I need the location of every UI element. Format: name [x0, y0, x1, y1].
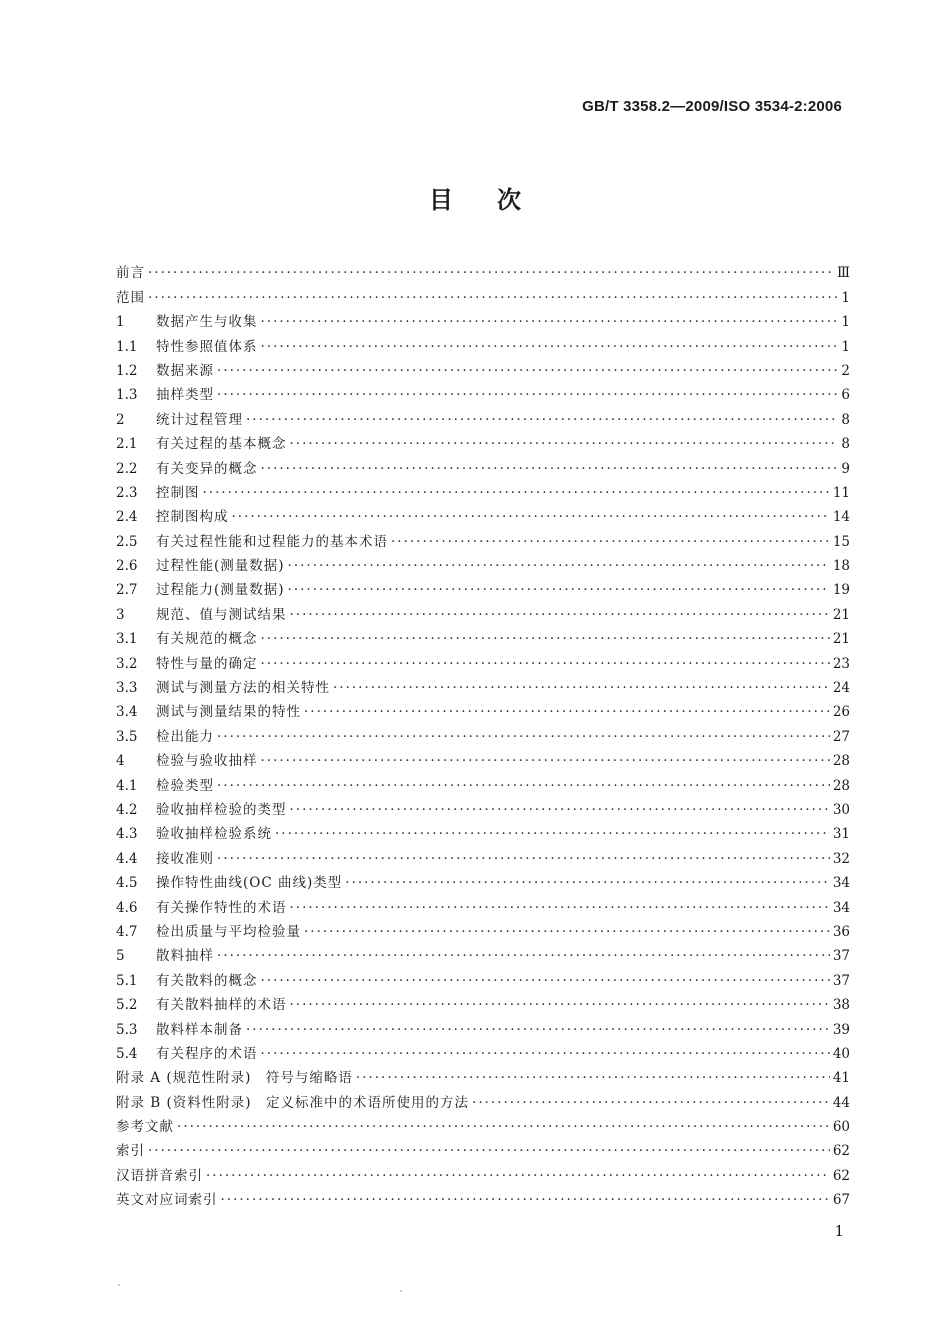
toc-entry[interactable] [116, 599, 850, 623]
toc-entry[interactable] [116, 892, 850, 916]
toc-entry[interactable] [116, 917, 850, 941]
scan-speck [118, 1284, 120, 1286]
toc-entry-number: 4.6 [116, 899, 138, 916]
toc-entry-page: 31 [832, 826, 850, 843]
toc-entry-page: 60 [832, 1119, 850, 1136]
dot-leader [148, 264, 834, 282]
toc-entry[interactable] [116, 843, 850, 867]
dot-leader [333, 679, 830, 697]
toc-entry-number: 2.6 [116, 558, 138, 575]
toc-entry-page: 8 [841, 436, 850, 453]
toc-entry-page: 44 [832, 1094, 850, 1111]
toc-entry[interactable] [116, 1112, 850, 1136]
dot-leader [261, 338, 838, 356]
toc-entry[interactable] [116, 356, 850, 380]
toc-entry-page: 62 [832, 1143, 850, 1160]
dot-leader [356, 1069, 830, 1087]
toc-entry-page: 1 [841, 289, 850, 306]
toc-entry[interactable] [116, 1063, 850, 1087]
toc-entry[interactable] [116, 1136, 850, 1160]
toc-entry-page: 11 [832, 484, 850, 501]
toc-entry-page: 6 [841, 387, 850, 404]
toc-entry-number: 4.2 [116, 801, 138, 818]
toc-entry-title: 范围 [116, 289, 145, 306]
toc-entry[interactable] [116, 868, 850, 892]
toc-entry-page: 30 [832, 801, 850, 818]
toc-entry-page: 2 [841, 362, 850, 379]
toc-entry-page: 28 [832, 777, 850, 794]
dot-leader [203, 484, 830, 502]
dot-leader [304, 703, 830, 721]
toc-entry-page: 14 [832, 509, 850, 526]
toc-entry-page: 1 [841, 338, 850, 355]
toc-entry-number: 1.3 [116, 387, 138, 404]
toc-entry-title: 检验与验收抽样 [156, 753, 258, 770]
page-title: 目次 [429, 186, 565, 214]
dot-leader [246, 411, 837, 429]
toc-entry[interactable] [116, 307, 850, 331]
toc-entry[interactable] [116, 1185, 850, 1209]
toc-entry-number: 3.5 [116, 728, 138, 745]
scan-speck [400, 1290, 402, 1292]
toc-entry-title: 规范、值与测试结果 [156, 606, 287, 623]
dot-leader [148, 1142, 830, 1160]
toc-entry-number: 2.4 [116, 509, 138, 526]
toc-entry-title: 过程能力(测量数据) [156, 582, 285, 599]
toc-entry-title: 有关散料的概念 [156, 972, 258, 989]
toc-entry-title: 特性与量的确定 [156, 655, 258, 672]
toc-entry[interactable] [116, 1087, 850, 1111]
toc-entry-title: 验收抽样检验的类型 [156, 801, 287, 818]
toc-entry-title: 过程性能(测量数据) [156, 558, 285, 575]
dot-leader [261, 460, 838, 478]
toc-entry-title: 数据来源 [156, 362, 214, 379]
toc-entry-number: 5.1 [116, 972, 138, 989]
dot-leader [261, 1045, 830, 1063]
dot-leader [290, 801, 830, 819]
toc-entry-page: 27 [832, 728, 850, 745]
dot-leader [288, 581, 830, 599]
toc-entry-number: 2.1 [116, 436, 138, 453]
dot-leader [177, 1118, 830, 1136]
dot-leader [246, 1021, 830, 1039]
toc-entry-number: 3.2 [116, 655, 138, 672]
toc-entry-title: 有关过程的基本概念 [156, 436, 287, 453]
dot-leader [290, 996, 830, 1014]
toc-entry-title: 接收准则 [156, 850, 214, 867]
dot-leader [290, 435, 838, 453]
dot-leader [217, 777, 830, 795]
toc-entry-page: 41 [832, 1070, 850, 1087]
toc-entry-page: 34 [832, 899, 850, 916]
toc-entry-number: 1.2 [116, 362, 138, 379]
dot-leader [261, 313, 838, 331]
toc-entry[interactable] [116, 551, 850, 575]
toc-entry[interactable] [116, 1160, 850, 1184]
toc-entry-title: 索引 [116, 1143, 145, 1160]
toc-entry-page: 8 [841, 411, 850, 428]
page-number: 1 [834, 1222, 844, 1240]
toc-entry[interactable] [116, 624, 850, 648]
toc-entry-title: 有关操作特性的术语 [156, 899, 287, 916]
toc-entry-title: 数据产生与收集 [156, 314, 258, 331]
toc-entry-title: 测试与测量结果的特性 [156, 704, 301, 721]
toc-entry-number: 3.4 [116, 704, 138, 721]
toc-entry-page: Ⅲ [836, 265, 850, 282]
dot-leader [472, 1094, 830, 1112]
dot-leader [148, 289, 837, 307]
toc-entry-number: 2.3 [116, 484, 138, 501]
toc-entry-title: 有关过程性能和过程能力的基本术语 [156, 533, 388, 550]
toc-entry-title: 验收抽样检验系统 [156, 826, 272, 843]
dot-leader [217, 362, 837, 380]
toc-entry[interactable] [116, 380, 850, 404]
toc-entry[interactable] [116, 1039, 850, 1063]
toc-entry-number: 2.2 [116, 460, 138, 477]
toc-entry-title: 检出能力 [156, 728, 214, 745]
dot-leader [261, 972, 830, 990]
toc-entry-page: 21 [832, 606, 850, 623]
toc-entry-title: 控制图构成 [156, 509, 229, 526]
toc-entry-title: 有关散料抽样的术语 [156, 997, 287, 1014]
toc-entry[interactable] [116, 721, 850, 745]
toc-entry-page: 24 [832, 680, 850, 697]
toc-entry-page: 1 [841, 314, 850, 331]
toc-entry[interactable] [116, 795, 850, 819]
toc-entry-number: 3.3 [116, 680, 138, 697]
toc-entry-title: 散料样本制备 [156, 1021, 243, 1038]
dot-leader [217, 728, 830, 746]
toc-entry-page: 28 [832, 753, 850, 770]
toc-entry-page: 67 [832, 1192, 850, 1209]
toc-entry-title: 检出质量与平均检验量 [156, 923, 301, 940]
toc-entry[interactable] [116, 965, 850, 989]
toc-entry-page: 9 [841, 460, 850, 477]
dot-leader [290, 606, 830, 624]
toc-entry-title: 特性参照值体系 [156, 338, 258, 355]
toc-entry-title: 抽样类型 [156, 387, 214, 404]
toc-entry-number: 5 [116, 948, 125, 965]
toc-entry[interactable] [116, 770, 850, 794]
toc-entry[interactable] [116, 429, 850, 453]
dot-leader [304, 923, 830, 941]
toc-entry-number: 4.7 [116, 923, 138, 940]
toc-entry[interactable] [116, 697, 850, 721]
toc-entry-title: 操作特性曲线(OC 曲线)类型 [156, 875, 343, 892]
dot-leader [345, 874, 830, 892]
toc-entry[interactable] [116, 648, 850, 672]
table-of-contents [116, 258, 850, 1209]
dot-leader [288, 557, 830, 575]
toc-entry-page: 37 [832, 948, 850, 965]
dot-leader [206, 1167, 830, 1185]
toc-entry-page: 36 [832, 923, 850, 940]
toc-entry-page: 62 [832, 1167, 850, 1184]
toc-entry-title: 统计过程管理 [156, 411, 243, 428]
dot-leader [221, 1191, 830, 1209]
toc-entry[interactable] [116, 453, 850, 477]
dot-leader [217, 850, 830, 868]
toc-entry-title: 有关变异的概念 [156, 460, 258, 477]
toc-entry[interactable] [116, 331, 850, 355]
toc-entry-number: 5.4 [116, 1045, 138, 1062]
toc-entry-title: 控制图 [156, 484, 200, 501]
toc-entry-page: 19 [832, 582, 850, 599]
toc-entry[interactable] [116, 1014, 850, 1038]
toc-entry-title: 前言 [116, 265, 145, 282]
toc-entry-page: 40 [832, 1045, 850, 1062]
dot-leader [261, 630, 830, 648]
toc-entry[interactable] [116, 526, 850, 550]
toc-entry-number: 2 [116, 411, 125, 428]
toc-entry[interactable] [116, 282, 850, 306]
toc-entry-number: 5.2 [116, 997, 138, 1014]
toc-entry-title: 附录 A (规范性附录) 符号与缩略语 [116, 1070, 353, 1087]
toc-entry[interactable] [116, 941, 850, 965]
toc-entry-page: 34 [832, 875, 850, 892]
toc-entry-number: 4.4 [116, 850, 138, 867]
dot-leader [391, 533, 830, 551]
toc-entry-page: 18 [832, 558, 850, 575]
standard-code: GB/T 3358.2—2009/ISO 3534-2:2006 [582, 98, 842, 115]
toc-entry[interactable] [116, 478, 850, 502]
dot-leader [261, 752, 830, 770]
toc-entry-page: 26 [832, 704, 850, 721]
toc-entry-title: 散料抽样 [156, 948, 214, 965]
toc-entry-number: 1.1 [116, 338, 138, 355]
dot-leader [275, 825, 830, 843]
toc-entry-title: 参考文献 [116, 1119, 174, 1136]
toc-entry-page: 23 [832, 655, 850, 672]
toc-entry-number: 3.1 [116, 631, 138, 648]
toc-entry[interactable] [116, 746, 850, 770]
toc-entry[interactable] [116, 819, 850, 843]
toc-entry-title: 有关程序的术语 [156, 1045, 258, 1062]
dot-leader [261, 655, 830, 673]
toc-entry-title: 汉语拼音索引 [116, 1167, 203, 1184]
toc-entry[interactable] [116, 575, 850, 599]
toc-entry-page: 37 [832, 972, 850, 989]
dot-leader [217, 386, 837, 404]
toc-entry-title: 测试与测量方法的相关特性 [156, 680, 330, 697]
toc-entry-number: 1 [116, 314, 125, 331]
toc-entry-number: 4 [116, 753, 125, 770]
toc-entry-number: 4.3 [116, 826, 138, 843]
toc-entry-number: 4.5 [116, 875, 138, 892]
dot-leader [290, 899, 830, 917]
toc-entry[interactable] [116, 258, 850, 282]
toc-entry-title: 英文对应词索引 [116, 1192, 218, 1209]
toc-entry-title: 附录 B (资料性附录) 定义标准中的术语所使用的方法 [116, 1094, 470, 1111]
toc-entry-number: 3 [116, 606, 125, 623]
dot-leader [217, 947, 830, 965]
toc-entry-number: 4.1 [116, 777, 138, 794]
toc-entry-number: 5.3 [116, 1021, 138, 1038]
toc-entry-page: 15 [832, 533, 850, 550]
toc-entry-number: 2.5 [116, 533, 138, 550]
toc-entry-number: 2.7 [116, 582, 138, 599]
toc-entry[interactable] [116, 404, 850, 428]
toc-entry[interactable] [116, 990, 850, 1014]
toc-entry-page: 32 [832, 850, 850, 867]
dot-leader [232, 508, 830, 526]
toc-entry-page: 38 [832, 997, 850, 1014]
toc-entry-page: 39 [832, 1021, 850, 1038]
toc-entry-title: 检验类型 [156, 777, 214, 794]
toc-entry-title: 有关规范的概念 [156, 631, 258, 648]
toc-entry[interactable] [116, 502, 850, 526]
toc-entry-page: 21 [832, 631, 850, 648]
toc-entry[interactable] [116, 673, 850, 697]
